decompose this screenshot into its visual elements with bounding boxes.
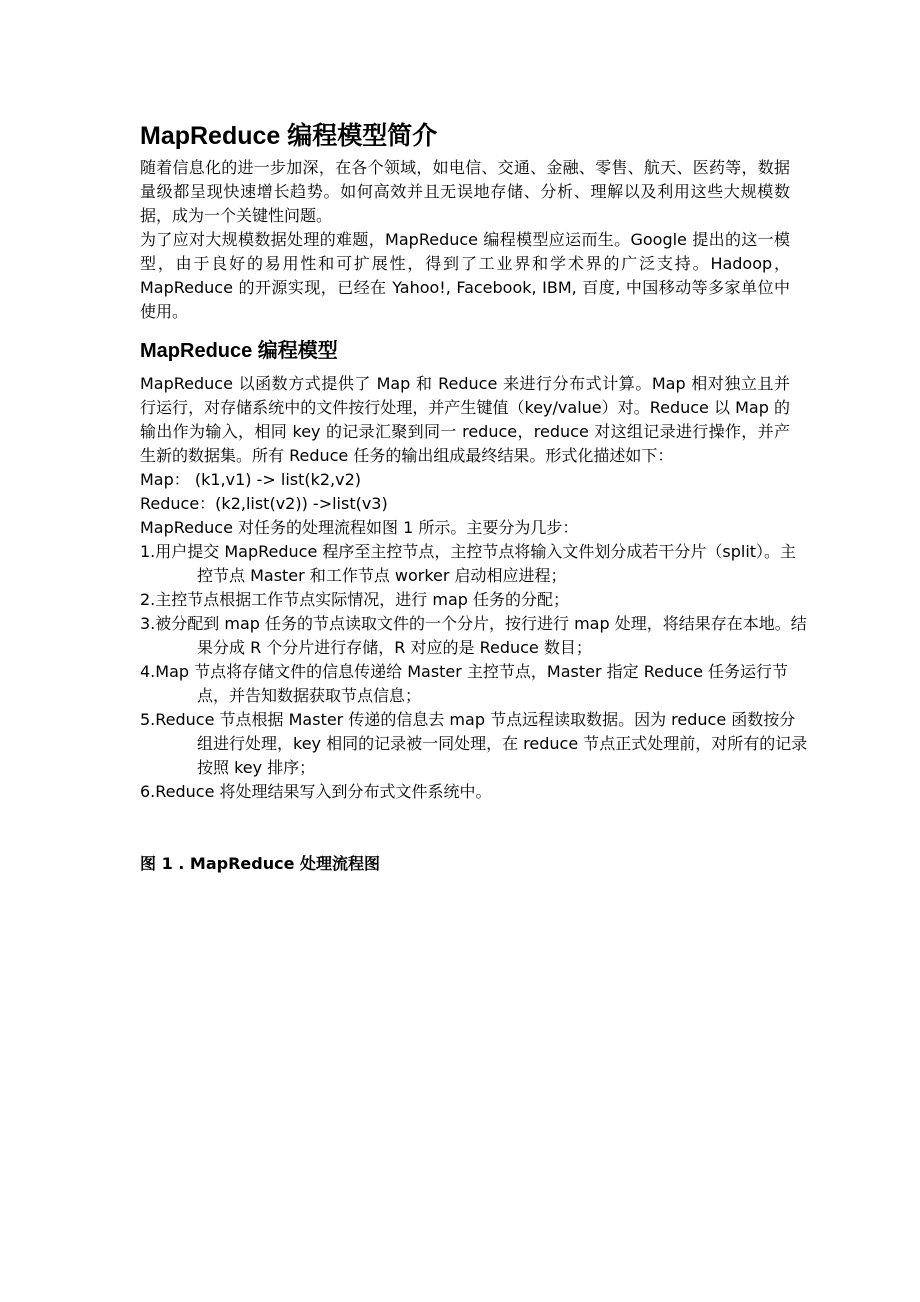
process-steps-list [140, 540, 810, 804]
list-item [140, 708, 810, 780]
section-title: MapReduce 编程模型 [140, 340, 338, 362]
document-title: MapReduce 编程模型简介 [140, 122, 438, 150]
list-item [140, 780, 810, 804]
step-text: 用户提交 MapReduce 程序至主控节点，主控节点将输入文件划分成若干分片（split）。主控节点 Master 和工作节点 worker 启动相应进程； [155, 542, 797, 585]
step-text: Reduce 节点根据 Master 传递的信息去 map 节点远程读取数据。因为 reduce 函数按分组进行处理，key 相同的记录被一同处理，在 reduce 节点正式处理前，对所有的记录按照 key 排序； [155, 710, 808, 777]
step-number: 6. [140, 782, 156, 801]
step-number: 3. [140, 614, 156, 633]
list-item [140, 588, 810, 612]
intro-paragraph-2: 为了应对大规模数据处理的难题，MapReduce 编程模型应运而生。Google 提出的这一模型，由于良好的易用性和可扩展性，得到了工业界和学术界的广泛支持。Hadoop，MapReduce 的开源实现，已经在 Yahoo!, Facebook, IBM, 百度, 中国移动等多家单位中使用。 [140, 230, 790, 321]
document-page [140, 118, 808, 876]
formula-map: Map： (k1,v1) -> list(k2,v2) [140, 470, 362, 489]
formula-reduce: Reduce：(k2,list(v2)) ->list(v3) [140, 494, 388, 513]
step-number: 1. [140, 542, 156, 561]
step-text: Map 节点将存储文件的信息传递给 Master 主控节点，Master 指定 Reduce 任务运行节点，并告知数据获取节点信息； [155, 662, 789, 705]
intro-paragraph-1: 随着信息化的进一步加深，在各个领域，如电信、交通、金融、零售、航天、医药等，数据量级都呈现快速增长趋势。如何高效并且无误地存储、分析、理解以及利用这些大规模数据，成为一个关键性问题。 [140, 158, 790, 225]
list-item [140, 612, 810, 660]
figure-caption: 图 1 . MapReduce 处理流程图 [140, 854, 381, 873]
step-number: 2. [140, 590, 156, 609]
step-text: 被分配到 map 任务的节点读取文件的一个分片，按行进行 map 处理，将结果存在本地。结果分成 R 个分片进行存储，R 对应的是 Reduce 数目； [155, 614, 807, 657]
section-paragraph: MapReduce 以函数方式提供了 Map 和 Reduce 来进行分布式计算。Map 相对独立且并行运行，对存储系统中的文件按行处理，并产生键值（key/value）对。Reduce 以 Map 的输出作为输入，相同 key 的记录汇聚到同一 reduce，reduce 对这组记录进行操作，并产生新的数据集。所有 Reduce 任务的输出组成最终结果。形式化描述如下： [140, 374, 790, 465]
step-number: 4. [140, 662, 156, 681]
list-item [140, 540, 810, 588]
step-number: 5. [140, 710, 156, 729]
flow-intro: MapReduce 对任务的处理流程如图 1 所示。主要分为几步： [140, 518, 579, 537]
step-text: 主控节点根据工作节点实际情况，进行 map 任务的分配； [155, 590, 569, 609]
step-text: Reduce 将处理结果写入到分布式文件系统中。 [155, 782, 492, 801]
list-item [140, 660, 810, 708]
